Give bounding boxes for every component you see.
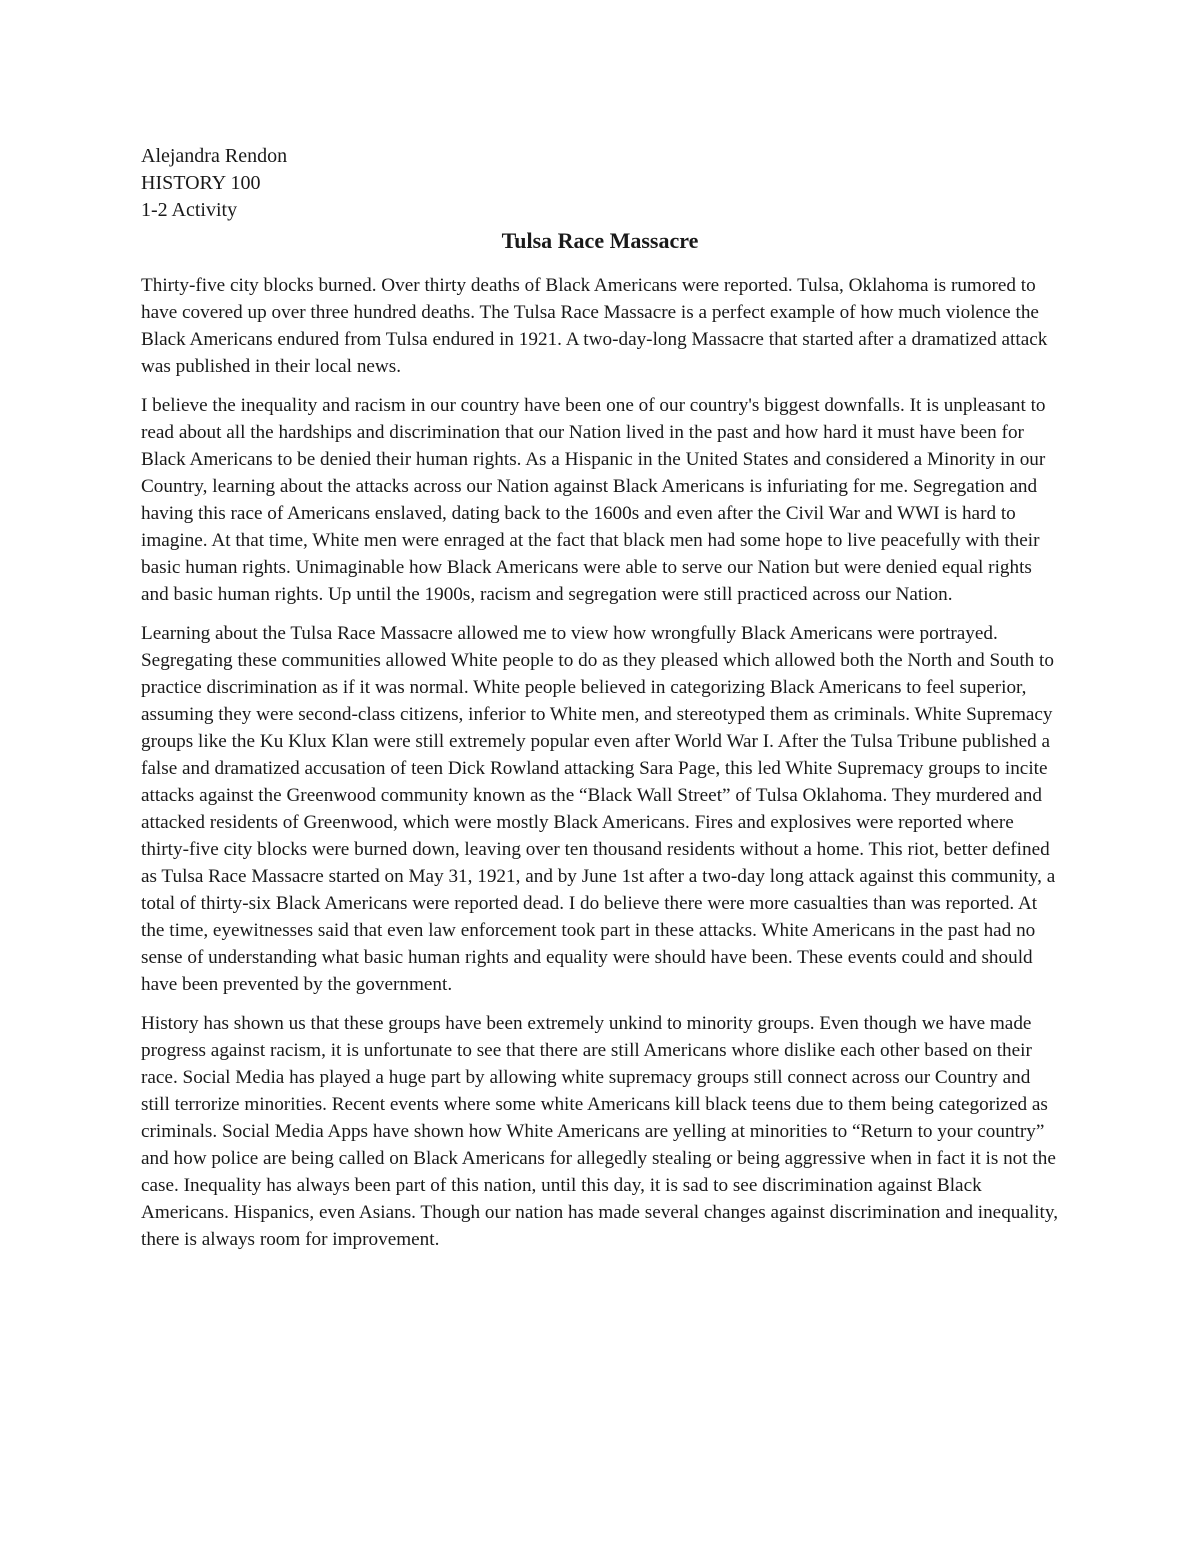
assignment-name: 1-2 Activity: [141, 199, 238, 221]
paragraph: Learning about the Tulsa Race Massacre allowed me to view how wrongfully Black Americans were portrayed. Segregating these communities allowed White people to do as they pleased which allowed both the North and South to practice discrimination as if it was normal. White people believed in categorizing Black Americans to feel superior, assuming they were second-class citizens, inferior to White men, and stereotyped them as criminals. White Supremacy groups like the Ku Klux Klan were still extremely popular even after World War I. After the Tulsa Tribune published a false and dramatized accusation of teen Dick Rowland attacking Sara Page, this led White Supremacy groups to incite attacks against the Greenwood community known as the “Black Wall Street” of Tulsa Oklahoma. They murdered and attacked residents of Greenwood, which were mostly Black Americans. Fires and explosives were reported where thirty-five city blocks were burned down, leaving over ten thousand residents without a home. This riot, better defined as Tulsa Race Massacre started on May 31, 1921, and by June 1st after a two-day long attack against this community, a total of thirty-six Black Americans were reported dead. I do believe there were more casualties than was reported. At the time, eyewitnesses said that even law enforcement took part in these attacks. White Americans in the past had no sense of understanding what basic human rights and equality were should have been. These events could and should have been prevented by the government.: [141, 623, 1056, 995]
paragraph: History has shown us that these groups have been extremely unkind to minority groups. Even though we have made progress against racism, it is unfortunate to see that there are still Americans whore dislike each other based on their race. Social Media has played a huge part by allowing white supremacy groups still connect across our Country and still terrorize minorities. Recent events where some white Americans kill black teens due to them being categorized as criminals. Social Media Apps have shown how White Americans are yelling at minorities to “Return to your country” and how police are being called on Black Americans for allegedly stealing or being aggressive when in fact it is not the case. Inequality has always been part of this nation, until this day, it is sad to see discrimination against Black Americans. Hispanics, even Asians. Though our nation has made several changes against discrimination and inequality, there is always room for improvement.: [141, 1013, 1059, 1250]
paragraph: I believe the inequality and racism in our country have been one of our country's biggest downfalls. It is unpleasant to read about all the hardships and discrimination that our Nation lived in the past and how hard it must have been for Black Americans to be denied their human rights. As a Hispanic in the United States and considered a Minority in our Country, learning about the attacks across our Nation against Black Americans is infuriating for me. Segregation and having this race of Americans enslaved, dating back to the 1600s and even after the Civil War and WWI is hard to imagine. At that time, White men were enraged at the fact that black men had some hope to live peacefully with their basic human rights. Unimaginable how Black Americans were able to serve our Nation but were denied equal rights and basic human rights. Up until the 1900s, racism and segregation were still practiced across our Nation.: [141, 395, 1046, 605]
author-name: Alejandra Rendon: [141, 145, 288, 167]
paragraph: Thirty-five city blocks burned. Over thirty deaths of Black Americans were reported. Tulsa, Oklahoma is rumored to have covered up over three hundred deaths. The Tulsa Race Massacre is a perfect example of how much violence the Black Americans endured from Tulsa endured in 1921. A two-day-long Massacre that started after a dramatized attack was published in their local news.: [141, 275, 1048, 377]
document-body: [141, 272, 1061, 1265]
document-header: [141, 143, 287, 224]
document-title: Tulsa Race Massacre: [501, 228, 699, 253]
course-name: HISTORY 100: [141, 172, 261, 194]
